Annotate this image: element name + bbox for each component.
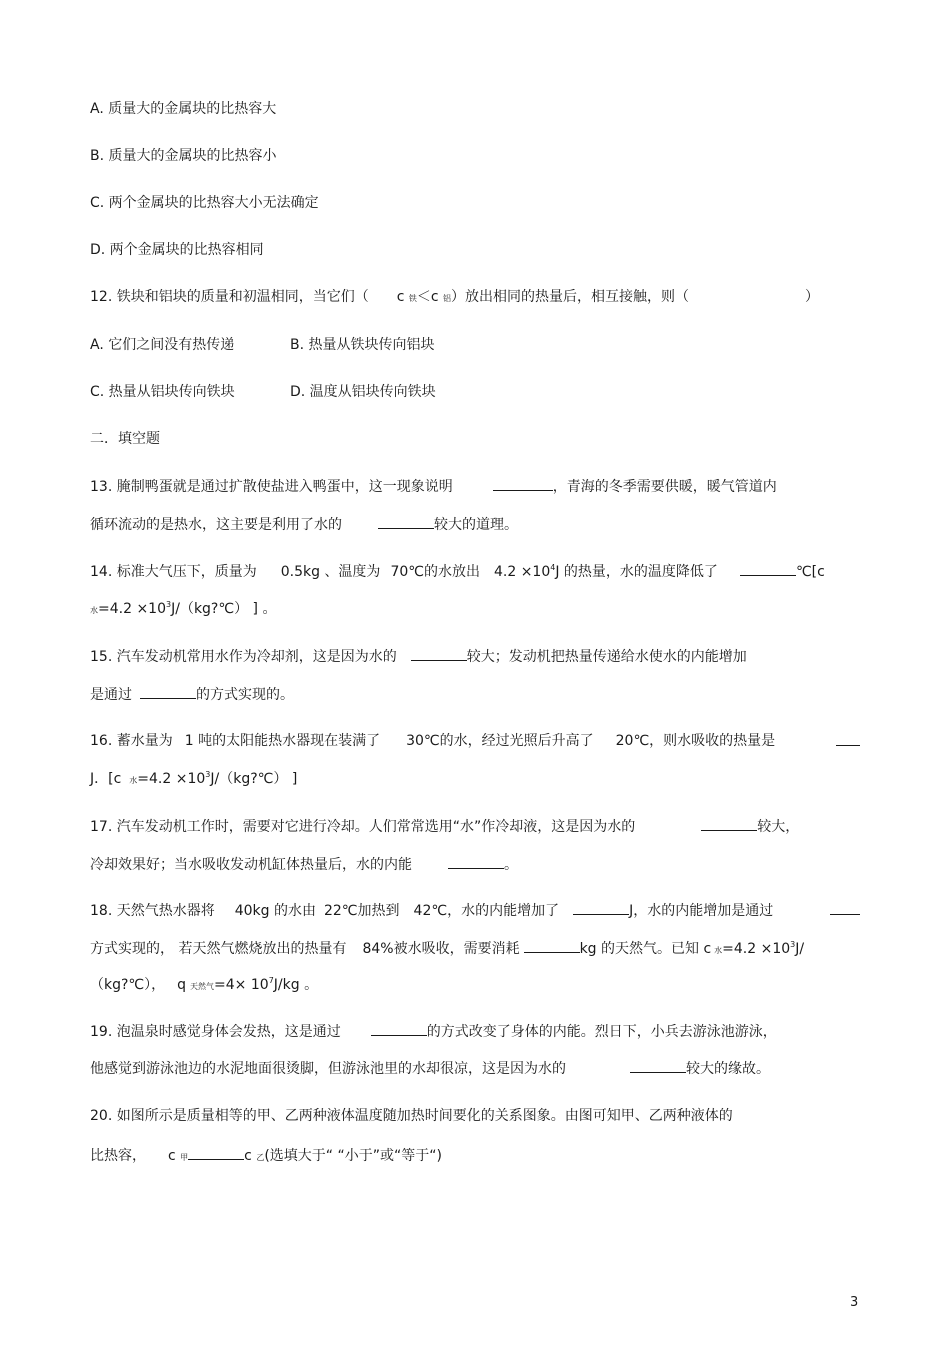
q17-text-2b: 。 bbox=[504, 857, 518, 873]
q18-sub-water: 水 bbox=[714, 946, 723, 955]
q13-text-2a: 循环流动的是热水，这主要是利用了水的 bbox=[90, 517, 342, 533]
q12-sub-fe: 铁 bbox=[408, 294, 417, 303]
q11-option-d: D. 两个金属块的比热容相同 bbox=[90, 242, 264, 258]
q17-text-1b: 较大， bbox=[757, 819, 800, 835]
q15-text-2b: 的方式实现的。 bbox=[196, 687, 294, 703]
q19-line2 bbox=[90, 1058, 770, 1079]
q15-text-1b: 较大；发动机把热量传递给水使水的内能增加 bbox=[466, 649, 747, 665]
q20-sub-yi: 乙 bbox=[256, 1153, 265, 1162]
q11-option-c: C. 两个金属块的比热容大小无法确定 bbox=[90, 195, 319, 211]
q19-text-2b: 较大的缘故。 bbox=[686, 1061, 770, 1077]
q14-exp: 3 bbox=[166, 600, 172, 609]
q19-line1 bbox=[90, 1021, 777, 1042]
q16-line1 bbox=[90, 731, 775, 751]
q13-text-2b: 较大的道理。 bbox=[434, 517, 518, 533]
q16-text-2a: J．[c bbox=[90, 771, 122, 787]
answer-blank[interactable] bbox=[740, 561, 796, 576]
q14-sub-water: 水 bbox=[90, 606, 98, 615]
q20-line2 bbox=[90, 1145, 442, 1168]
q16-text-2b: =4.2 ×10 bbox=[137, 771, 206, 787]
q14-temp: 70℃的水放出 bbox=[390, 564, 480, 580]
q13-line1 bbox=[90, 476, 777, 497]
q16-blank-wrap bbox=[836, 731, 860, 752]
q11-option-a: A. 质量大的金属块的比热容大 bbox=[90, 101, 277, 117]
q18-text-2e: J/ bbox=[795, 941, 805, 957]
q20-text-2b: (选填大于“ “小于”或“等于“) bbox=[264, 1148, 442, 1164]
answer-blank[interactable] bbox=[524, 938, 580, 953]
section-title: 二．填空题 bbox=[90, 431, 160, 447]
q16-text-1b: 1 吨的太阳能热水器现在装满了 bbox=[184, 733, 381, 749]
q18-text-2b: 84%被水吸收，需要消耗 bbox=[362, 941, 520, 957]
q18-text-3d: J/kg 。 bbox=[273, 977, 319, 993]
q12-option-a: A. 它们之间没有热传递 bbox=[90, 337, 235, 353]
page-number: 3 bbox=[850, 1295, 859, 1310]
q14-heat: 4.2 ×10 bbox=[493, 564, 551, 580]
q13-line2 bbox=[90, 514, 518, 535]
q18-text-1c: 22℃加热到 bbox=[323, 903, 400, 919]
q18-exp-2: 7 bbox=[268, 976, 274, 985]
q15-text-1a: 15. 汽车发动机常用水作为冷却剂，这是因为水的 bbox=[90, 649, 397, 665]
q18-line1 bbox=[90, 900, 773, 921]
q14-text-1a: 14. 标准大气压下，质量为 bbox=[90, 564, 257, 580]
q16-text-1c: 30℃的水，经过光照后升高了 bbox=[406, 733, 594, 749]
q12-stem-start: 12. 铁块和铝块的质量和初温相同，当它们（ bbox=[90, 289, 369, 305]
q18-text-3b: q bbox=[177, 977, 187, 993]
q16-text-2c: J/（kg?℃） ] bbox=[210, 771, 298, 787]
q12-option-c: C. 热量从铝块传向铁块 bbox=[90, 384, 235, 400]
q15-text-2a: 是通过 bbox=[90, 687, 132, 703]
q18-text-1a: 18. 天然气热水器将 bbox=[90, 903, 215, 919]
q12-stem-end: ）放出相同的热量后，相互接触，则（ bbox=[451, 289, 690, 305]
q14-heat-exp: 4 bbox=[550, 563, 556, 572]
q20-text-2a: 比热容， bbox=[90, 1148, 146, 1164]
q18-text-2c: kg 的天然气。已知 c bbox=[579, 941, 712, 957]
q16-exp: 3 bbox=[205, 770, 211, 779]
q18-text-3a: （kg?℃）， bbox=[90, 977, 166, 993]
answer-blank[interactable] bbox=[411, 646, 467, 661]
q14-text-1d: ℃[c bbox=[795, 564, 825, 580]
answer-blank[interactable] bbox=[140, 684, 196, 699]
q18-text-2a: 方式实现的， 若天然气燃烧放出的热量有 bbox=[90, 941, 347, 957]
answer-blank[interactable] bbox=[188, 1145, 244, 1160]
q18-text-1d: 42℃，水的内能增加了 bbox=[413, 903, 560, 919]
q18-text-1b: 40kg 的水由 bbox=[234, 903, 316, 919]
q14-line1 bbox=[90, 561, 825, 582]
q12-sub-al: 铝 bbox=[443, 294, 452, 303]
answer-blank[interactable] bbox=[701, 816, 757, 831]
q18-line3 bbox=[90, 975, 318, 997]
q18-text-2d: =4.2 ×10 bbox=[722, 941, 791, 957]
q12-option-b: B. 热量从铁块传向铝块 bbox=[290, 337, 435, 353]
q20-c1: c bbox=[168, 1148, 176, 1164]
answer-blank[interactable] bbox=[630, 1058, 686, 1073]
q18-text-3c: =4× 10 bbox=[214, 977, 269, 993]
q19-text-2a: 他感觉到游泳池边的水泥地面很烫脚，但游泳池里的水却很凉，这是因为水的 bbox=[90, 1061, 566, 1077]
answer-blank[interactable] bbox=[836, 731, 860, 746]
q15-line2 bbox=[90, 684, 294, 705]
q18-sub-gas: 天然气 bbox=[190, 982, 215, 991]
q12-close-paren: ） bbox=[805, 289, 819, 305]
q17-line1 bbox=[90, 816, 799, 837]
q20-c2: c bbox=[244, 1148, 252, 1164]
q15-line1 bbox=[90, 646, 747, 667]
answer-blank[interactable] bbox=[371, 1021, 427, 1036]
q18-text-1e: J，水的内能增加是通过 bbox=[629, 903, 774, 919]
q12-lt: ＜c bbox=[416, 289, 439, 305]
q20-sub-jia: 甲 bbox=[180, 1153, 189, 1162]
q19-text-1b: 的方式改变了身体的内能。烈日下，小兵去游泳池游泳， bbox=[426, 1024, 777, 1040]
q13-text-1a: 13. 腌制鸭蛋就是通过扩散使盐进入鸭蛋中，这一现象说明 bbox=[90, 479, 453, 495]
q12-stem bbox=[90, 287, 689, 309]
q18-exp-1: 3 bbox=[790, 940, 796, 949]
q14-text-2a: =4.2 ×10 bbox=[98, 601, 166, 617]
q17-text-2a: 冷却效果好；当水吸收发动机缸体热量后，水的内能 bbox=[90, 857, 412, 873]
q17-line2 bbox=[90, 854, 518, 875]
answer-blank[interactable] bbox=[830, 900, 860, 915]
answer-blank[interactable] bbox=[448, 854, 504, 869]
q14-text-1c: J 的热量，水的温度降低了 bbox=[555, 564, 718, 580]
q13-text-1b: ，青海的冬季需要供暖，暖气管道内 bbox=[552, 479, 777, 495]
q11-option-b: B. 质量大的金属块的比热容小 bbox=[90, 148, 277, 164]
q16-text-1d: 20℃，则水吸收的热量是 bbox=[615, 733, 776, 749]
answer-blank[interactable] bbox=[573, 900, 629, 915]
q16-line2 bbox=[90, 769, 297, 791]
q17-text-1a: 17. 汽车发动机工作时，需要对它进行冷却。人们常常选用“水”作冷却液，这是因为水的 bbox=[90, 819, 636, 835]
answer-blank[interactable] bbox=[378, 514, 434, 529]
q12-option-d: D. 温度从铝块传向铁块 bbox=[290, 384, 436, 400]
answer-blank[interactable] bbox=[493, 476, 553, 491]
q18-line2 bbox=[90, 938, 804, 961]
q16-sub-water: 水 bbox=[129, 776, 138, 785]
q20-line1: 20. 如图所示是质量相等的甲、乙两种液体温度随加热时间要化的关系图象。由图可知甲、乙两种液体的 bbox=[90, 1108, 733, 1124]
q19-text-1a: 19. 泡温泉时感觉身体会发热，这是通过 bbox=[90, 1024, 341, 1040]
q18-blank-wrap bbox=[830, 900, 860, 921]
q12-c: c bbox=[396, 289, 405, 305]
q14-text-1b: 、温度为 bbox=[324, 564, 381, 580]
q16-text-1a: 16. 蓄水量为 bbox=[90, 733, 173, 749]
q14-mass: 0.5kg bbox=[280, 564, 320, 580]
q14-line2 bbox=[90, 599, 276, 621]
q14-text-2b: J/（kg?℃） ] 。 bbox=[171, 601, 277, 617]
